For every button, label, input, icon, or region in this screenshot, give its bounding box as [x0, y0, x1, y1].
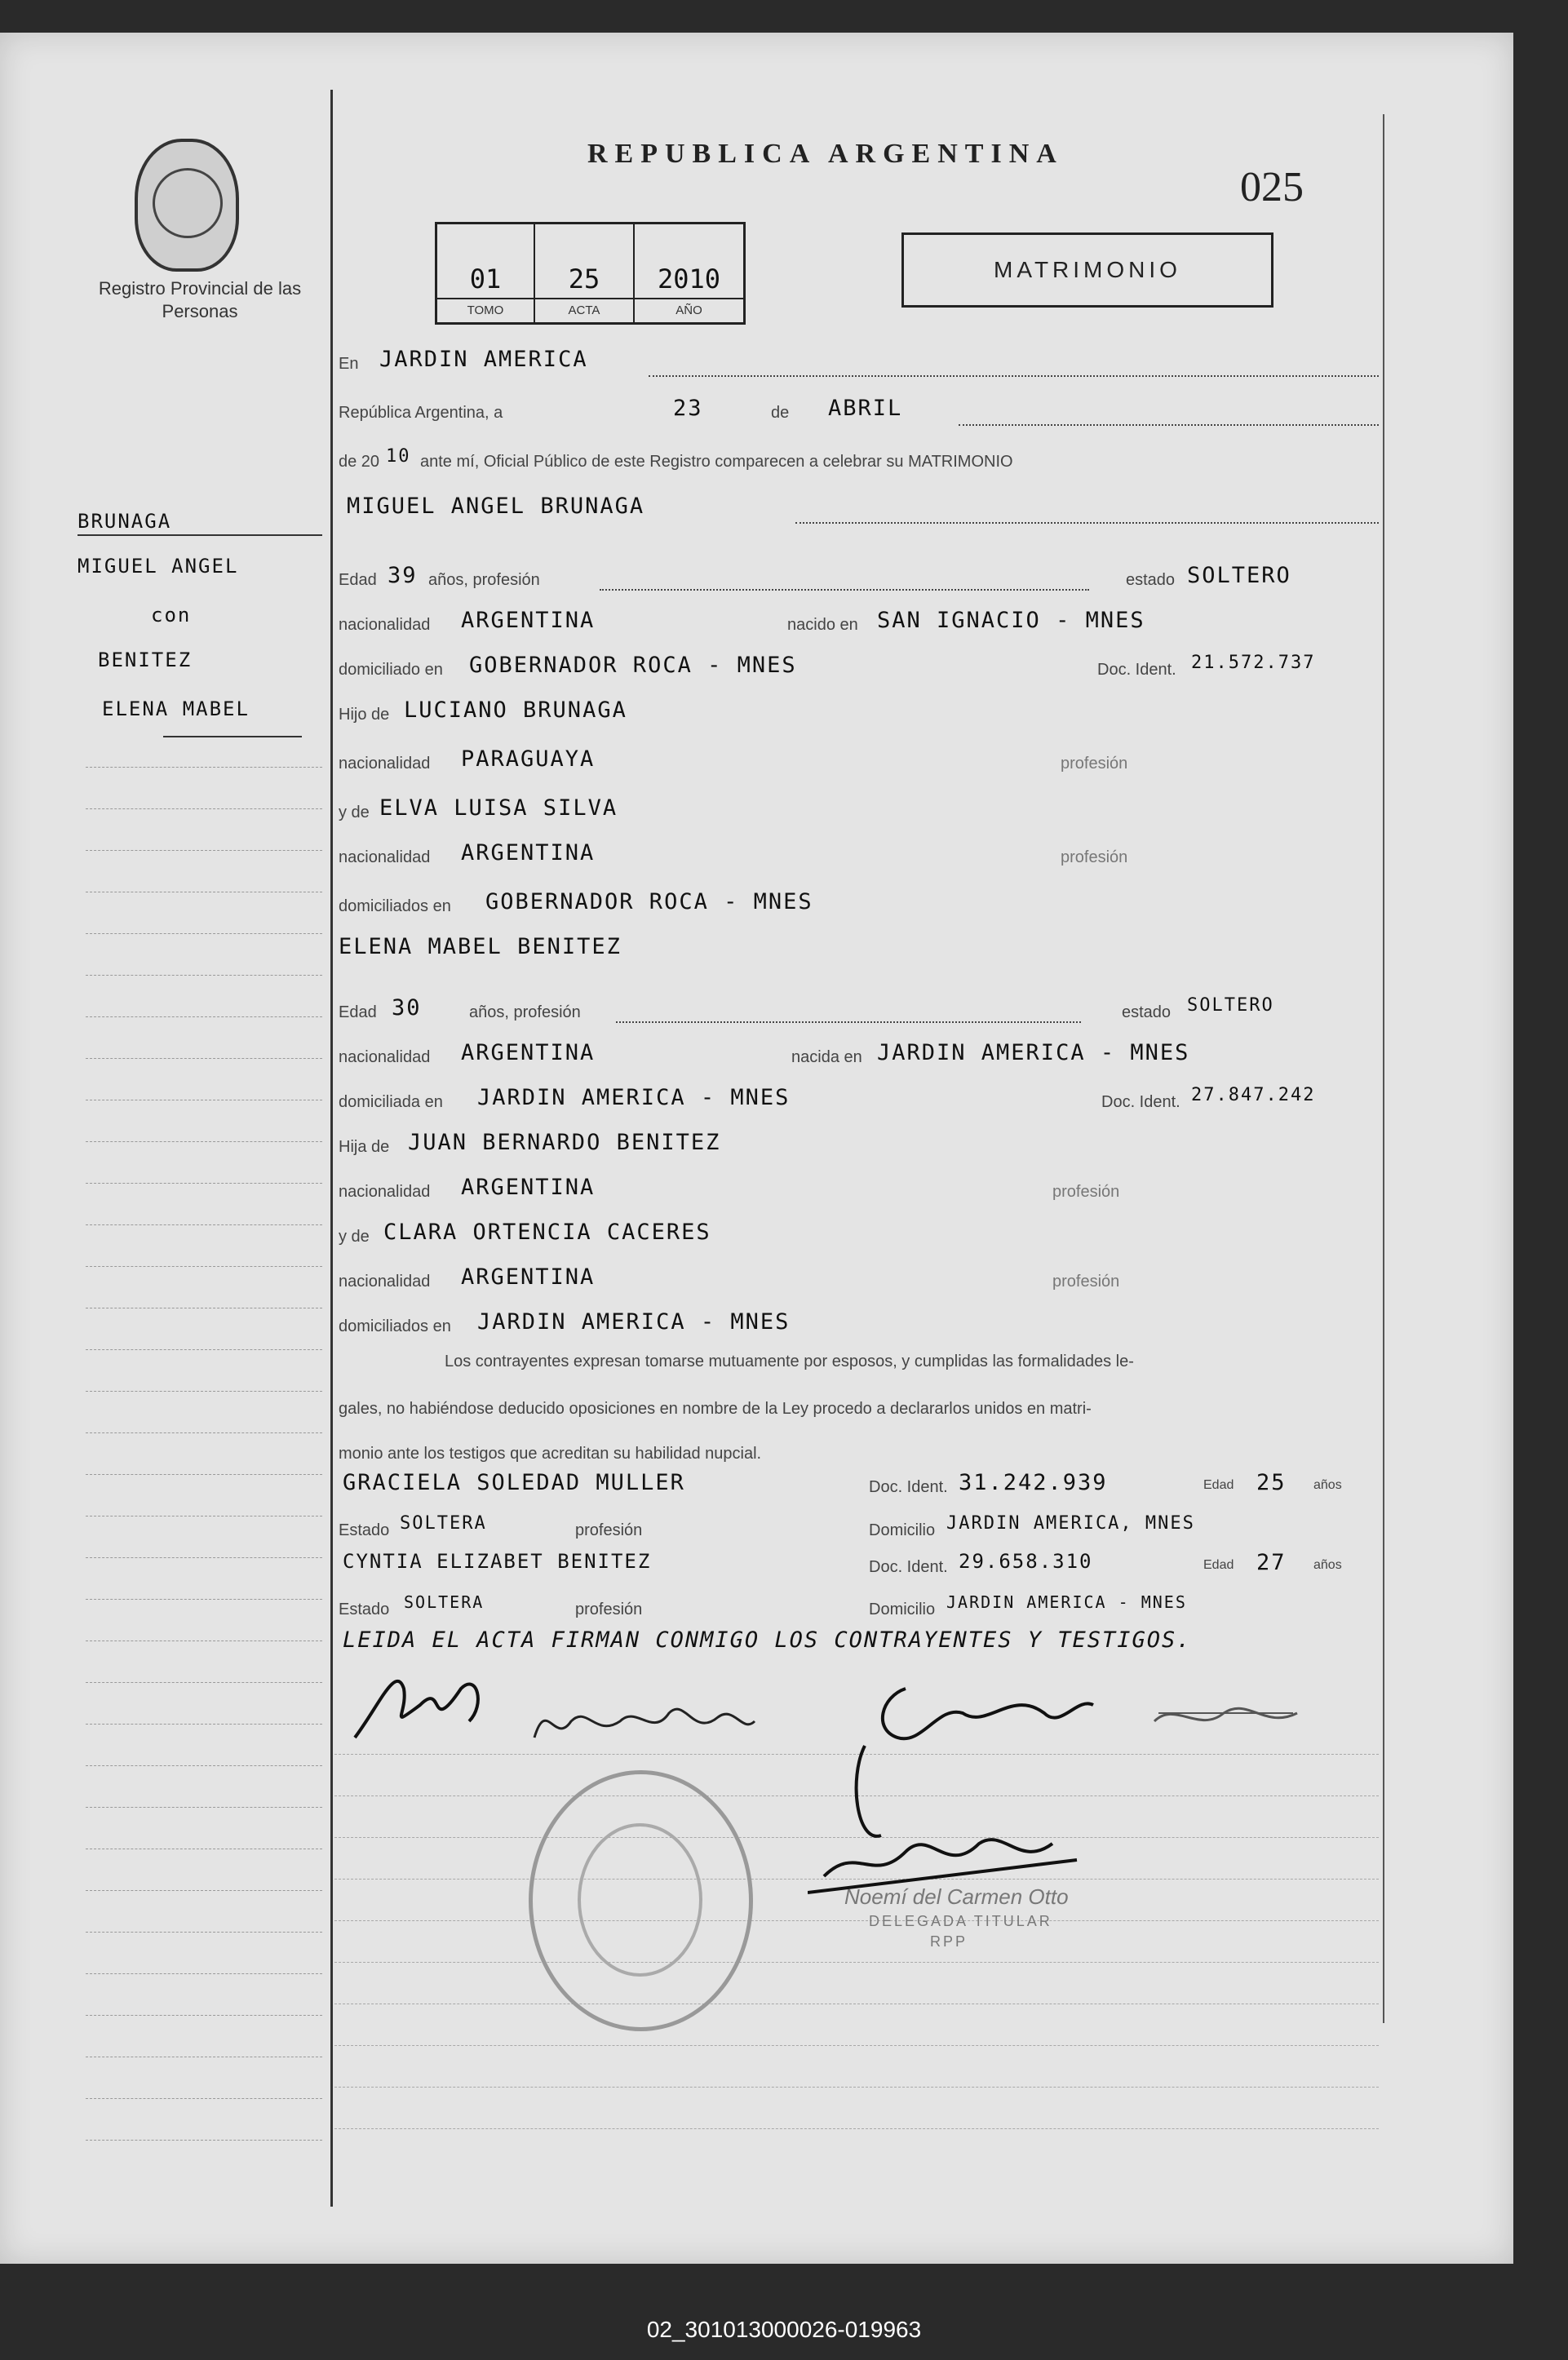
witness2-doc: 29.658.310 — [959, 1550, 1093, 1573]
intro-text: ante mí, Oficial Público de este Registro comparecen a celebrar su MATRIMONIO — [420, 453, 1013, 471]
row-groom-mother — [339, 795, 1383, 828]
groom-estado: SOLTERO — [1187, 563, 1291, 588]
registry-name: Registro Provincial de las Personas — [98, 278, 302, 321]
label-domiciliada: domiciliada en — [339, 1093, 443, 1111]
label-domiciliado: domiciliado en — [339, 661, 443, 679]
margin-underline — [78, 534, 322, 536]
ruled-line — [334, 2128, 1379, 2129]
ruled-line — [86, 2098, 322, 2099]
witness2-domicilio: JARDIN AMERICA - MNES — [946, 1592, 1187, 1612]
label-republica: República Argentina, a — [339, 404, 503, 422]
row-groom-father-nat — [339, 746, 1383, 779]
label-en: En — [339, 355, 359, 373]
row-witness2 — [339, 1550, 1383, 1583]
official-title: DELEGADA TITULAR — [869, 1913, 1052, 1929]
official-office: RPP — [930, 1933, 968, 1950]
country-title: REPUBLICA ARGENTINA — [587, 139, 1064, 169]
witness1-name: GRACIELA SOLEDAD MULLER — [343, 1470, 685, 1495]
ruled-line — [86, 933, 322, 934]
ruled-line — [86, 1391, 322, 1392]
groom-doc: 21.572.737 — [1191, 653, 1316, 673]
ruled-line — [86, 1599, 322, 1600]
label-profesion: profesión — [1052, 1183, 1120, 1201]
label-yde: y de — [339, 804, 370, 821]
margin-groom-names: MIGUEL ANGEL — [78, 555, 239, 578]
bride-domicilio: JARDIN AMERICA - MNES — [477, 1085, 791, 1110]
month-value: ABRIL — [828, 396, 903, 421]
row-witness2-estado — [339, 1592, 1383, 1625]
record-type-box: MATRIMONIO — [901, 232, 1273, 308]
row-bride-dom — [339, 1085, 1383, 1118]
row-bride-mother — [339, 1220, 1383, 1252]
bride-birthplace: JARDIN AMERICA - MNES — [877, 1040, 1190, 1065]
label-anos: años — [1313, 1478, 1342, 1492]
label-hija: Hija de — [339, 1138, 390, 1156]
margin-bride-names: ELENA MABEL — [102, 697, 250, 720]
bride-father: JUAN BERNARDO BENITEZ — [408, 1130, 721, 1155]
ruled-line — [86, 1058, 322, 1059]
ruled-line — [86, 1932, 322, 1933]
label-nacionalidad: nacionalidad — [339, 1048, 431, 1066]
declaration-line-2: gales, no habiéndose deducido oposiciones en nombre de la Ley procedo a declararlos unidos en matri- — [339, 1400, 1092, 1418]
witness2-age: 27 — [1256, 1550, 1287, 1575]
witness1-doc: 31.242.939 — [959, 1470, 1108, 1495]
ruled-line — [86, 1682, 322, 1683]
day-value: 23 — [673, 396, 703, 421]
label-nacionalidad: nacionalidad — [339, 848, 431, 866]
label-profesion: años, profesión — [469, 1003, 581, 1021]
row-groom-age — [339, 563, 1383, 596]
label-profesion: profesión — [1061, 848, 1128, 866]
tomo-label: TOMO — [437, 298, 534, 322]
label-estado: estado — [1126, 571, 1176, 589]
closing-statement: LEIDA EL ACTA FIRMAN CONMIGO LOS CONTRAYENTES Y TESTIGOS. — [343, 1627, 1192, 1653]
ruled-line — [86, 1516, 322, 1517]
margin-con: con — [151, 604, 192, 627]
row-place — [339, 347, 1383, 379]
tomo-acta-ano-boxes — [435, 222, 746, 325]
label-edad: Edad — [339, 571, 377, 589]
bride-nacionalidad: ARGENTINA — [461, 1040, 596, 1065]
row-witness1 — [339, 1470, 1383, 1503]
label-domiciliados: domiciliados en — [339, 897, 451, 915]
row-groom-parents-dom — [339, 889, 1383, 922]
ruled-line — [86, 1973, 322, 1974]
row-bride-name — [339, 934, 1383, 967]
bride-estado: SOLTERO — [1187, 995, 1274, 1016]
row-bride-father-nat — [339, 1175, 1383, 1207]
acta-value: 25 — [568, 263, 600, 294]
bride-father-nat: ARGENTINA — [461, 1175, 596, 1200]
signature-bride — [530, 1689, 759, 1754]
label-nacido: nacido en — [787, 616, 858, 634]
label-edad: Edad — [1203, 1478, 1234, 1492]
label-estado: estado — [1122, 1003, 1172, 1021]
ruled-line — [86, 1724, 322, 1725]
record-number: 025 — [1240, 164, 1304, 210]
ruled-line — [334, 1962, 1379, 1963]
year-suffix: 10 — [386, 446, 411, 467]
margin-rule — [330, 90, 333, 2207]
ruled-line — [86, 1016, 322, 1017]
registry-seal-icon — [135, 139, 239, 272]
label-profesion: profesión — [575, 1521, 643, 1539]
ruled-line — [86, 1557, 322, 1558]
ruled-line — [86, 808, 322, 809]
row-bride-father — [339, 1130, 1383, 1162]
margin-groom-surname: BRUNAGA — [78, 510, 172, 533]
label-nacionalidad: nacionalidad — [339, 1183, 431, 1201]
groom-domicilio: GOBERNADOR ROCA - MNES — [469, 653, 797, 678]
bride-mother-nat: ARGENTINA — [461, 1264, 596, 1290]
ano-value: 2010 — [657, 263, 721, 294]
certificate-page — [0, 33, 1513, 2264]
label-nacionalidad: nacionalidad — [339, 616, 431, 634]
groom-father: LUCIANO BRUNAGA — [404, 697, 627, 723]
label-nacionalidad: nacionalidad — [339, 1273, 431, 1291]
ano-label: AÑO — [635, 298, 743, 322]
acta-label: ACTA — [535, 298, 633, 322]
groom-age: 39 — [388, 563, 418, 588]
tomo-value: 01 — [469, 263, 502, 294]
official-name: Noemí del Carmen Otto — [844, 1884, 1069, 1909]
label-domicilio: Domicilio — [869, 1521, 936, 1539]
witness1-domicilio: JARDIN AMERICA, MNES — [946, 1513, 1195, 1534]
bride-doc: 27.847.242 — [1191, 1085, 1316, 1105]
bride-mother: CLARA ORTENCIA CACERES — [383, 1220, 711, 1245]
groom-father-nat: PARAGUAYA — [461, 746, 596, 772]
ruled-line — [86, 767, 322, 768]
declaration-line-3: monio ante los testigos que acreditan su habilidad nupcial. — [339, 1445, 762, 1463]
place-value: JARDIN AMERICA — [379, 347, 588, 372]
ruled-line — [86, 1640, 322, 1641]
groom-mother-nat: ARGENTINA — [461, 840, 596, 866]
bride-name: ELENA MABEL BENITEZ — [339, 934, 622, 959]
ruled-line — [86, 1266, 322, 1267]
label-profesion: profesión — [575, 1601, 643, 1618]
witness1-estado: SOLTERA — [400, 1513, 487, 1534]
label-estado: Estado — [339, 1601, 390, 1618]
groom-nacionalidad: ARGENTINA — [461, 608, 596, 633]
witness2-name: CYNTIA ELIZABET BENITEZ — [343, 1550, 652, 1573]
signature-groom — [347, 1656, 502, 1754]
ruled-line — [334, 1920, 1379, 1921]
ruled-line — [86, 1183, 322, 1184]
groom-birthplace: SAN IGNACIO - MNES — [877, 608, 1145, 633]
label-yde: y de — [339, 1228, 370, 1246]
label-profesion: profesión — [1052, 1273, 1120, 1291]
label-domicilio: Domicilio — [869, 1601, 936, 1618]
groom-name: MIGUEL ANGEL BRUNAGA — [347, 494, 645, 519]
ruled-line — [86, 850, 322, 851]
label-anos: años — [1313, 1558, 1342, 1572]
row-groom-father — [339, 697, 1383, 730]
ruled-line — [86, 1432, 322, 1433]
ruled-line — [86, 1807, 322, 1808]
label-doc: Doc. Ident. — [869, 1478, 948, 1496]
label-edad: Edad — [1203, 1558, 1234, 1572]
ruled-line — [86, 1224, 322, 1225]
footer-code: 02_301013000026-019963 — [646, 2317, 922, 2342]
row-groom-dom — [339, 653, 1383, 685]
label-profesion: profesión — [1061, 755, 1128, 773]
label-edad: Edad — [339, 1003, 377, 1021]
row-date — [339, 396, 1383, 428]
groom-mother: ELVA LUISA SILVA — [379, 795, 618, 821]
label-doc: Doc. Ident. — [869, 1558, 948, 1576]
ruled-line — [86, 2140, 322, 2141]
ruled-line — [86, 1141, 322, 1142]
row-year — [339, 445, 1383, 477]
row-bride-mother-nat — [339, 1264, 1383, 1297]
margin-bride-surname: BENITEZ — [98, 649, 193, 671]
row-bride-parents-dom — [339, 1309, 1383, 1342]
label-profesion: años, profesión — [428, 571, 540, 589]
groom-parents-domicilio: GOBERNADOR ROCA - MNES — [485, 889, 813, 914]
label-nacionalidad: nacionalidad — [339, 755, 431, 773]
label-doc: Doc. Ident. — [1101, 1093, 1180, 1111]
tomo-box — [437, 224, 535, 322]
ruled-line — [86, 1474, 322, 1475]
row-groom-nat — [339, 608, 1383, 640]
ruled-line — [86, 2015, 322, 2016]
row-groom-mother-nat — [339, 840, 1383, 873]
label-hijo: Hijo de — [339, 706, 390, 724]
row-bride-nat — [339, 1040, 1383, 1073]
ano-box — [635, 224, 743, 322]
ruled-line — [334, 2087, 1379, 2088]
label-year-prefix: de 20 — [339, 453, 380, 471]
label-estado: Estado — [339, 1521, 390, 1539]
row-groom-name — [339, 494, 1383, 526]
bride-parents-domicilio: JARDIN AMERICA - MNES — [477, 1309, 791, 1335]
label-nacida: nacida en — [791, 1048, 862, 1066]
ruled-line — [86, 1349, 322, 1350]
signature-witness2 — [1150, 1689, 1305, 1746]
right-rule — [1383, 114, 1384, 2023]
ruled-line — [334, 2045, 1379, 2046]
row-bride-age — [339, 995, 1383, 1028]
ruled-line — [86, 1890, 322, 1891]
margin-underline-2 — [163, 736, 302, 737]
ruled-line — [86, 975, 322, 976]
label-domiciliados: domiciliados en — [339, 1317, 451, 1335]
label-doc: Doc. Ident. — [1097, 661, 1176, 679]
acta-box — [535, 224, 635, 322]
witness2-estado: SOLTERA — [404, 1592, 485, 1612]
declaration-line-1: Los contrayentes expresan tomarse mutuamente por esposos, y cumplidas las formalidades le- — [445, 1353, 1134, 1370]
label-de: de — [771, 404, 790, 422]
official-stamp — [529, 1770, 753, 2031]
ruled-line — [86, 1765, 322, 1766]
witness1-age: 25 — [1256, 1470, 1287, 1495]
row-witness1-estado — [339, 1513, 1383, 1546]
bride-age: 30 — [392, 995, 422, 1021]
